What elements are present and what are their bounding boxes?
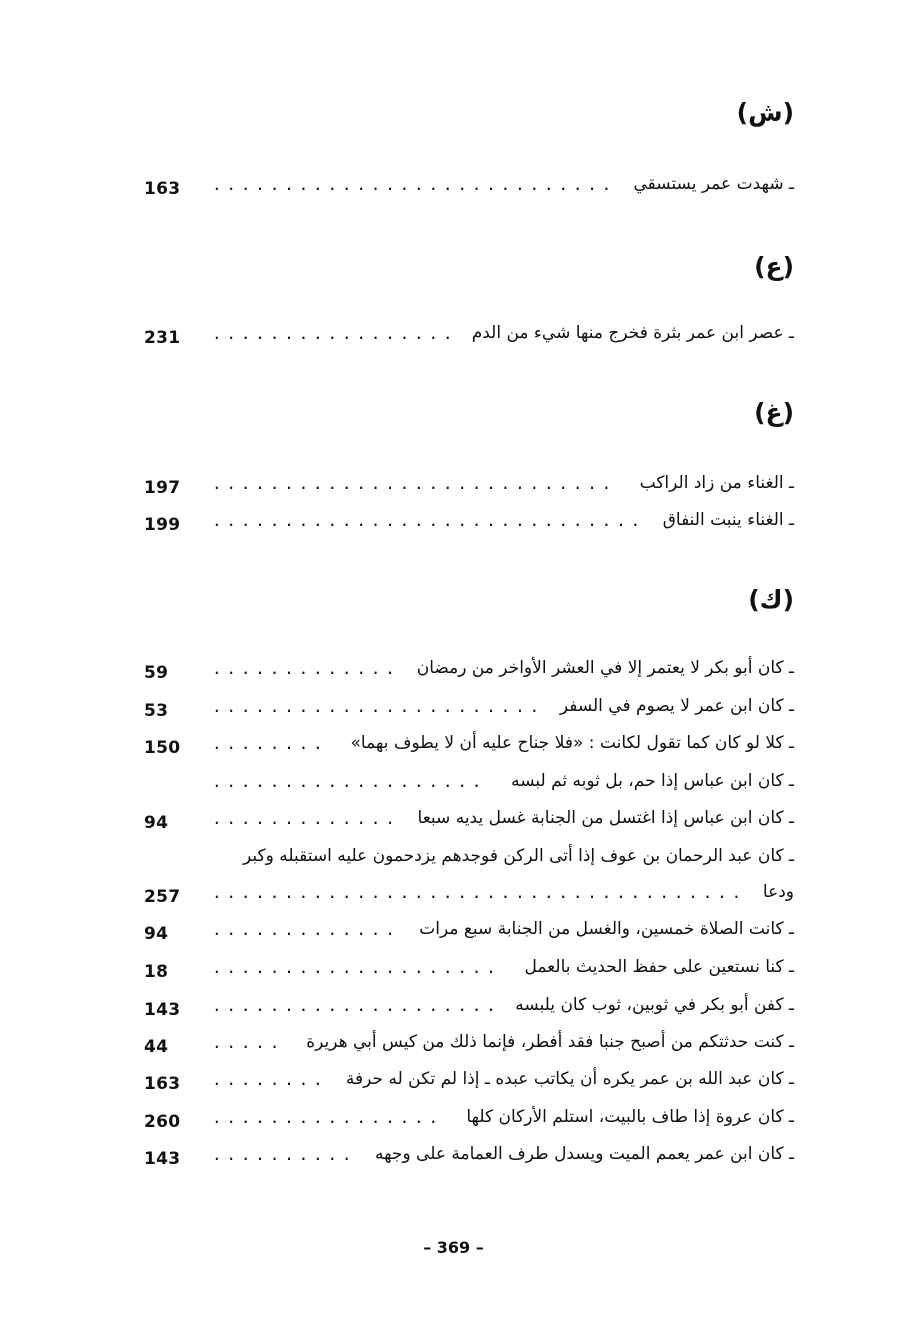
leader-dots: ..................................... [212, 883, 747, 902]
entry-page-number: 257 [144, 887, 181, 907]
leader-dots: ..... [212, 1033, 285, 1052]
entry-text: ـ كان عبد الله بن عمر يكره أن يكاتب عبده ـ إذا لم تكن له حرفة [345, 1069, 794, 1089]
index-entry [140, 321, 794, 357]
leader-dots: ............................ [212, 474, 617, 493]
entry-page-number: 150 [144, 738, 181, 758]
leader-dots: .......... [212, 1145, 357, 1164]
entry-page-number: 231 [144, 328, 181, 348]
section-heading-kaf: (ك) [748, 585, 794, 614]
index-entry-continuation [140, 880, 794, 916]
index-entry [140, 917, 794, 953]
entry-page-number: 94 [144, 813, 169, 833]
leader-dots: ................. [212, 324, 458, 343]
leader-dots: .................... [212, 996, 501, 1015]
index-entry [140, 955, 794, 991]
entry-page-number: 59 [144, 663, 169, 683]
entry-page-number: 94 [144, 924, 169, 944]
entry-text: ـ كان ابن عمر يعمم الميت ويسدل طرف العمامة على وجهه [374, 1144, 794, 1164]
entry-text: ـ كان ابن عباس إذا اغتسل من الجنابة غسل يديه سبعا [417, 808, 794, 828]
entry-page-number: 143 [144, 1149, 181, 1169]
entry-page-number: 197 [144, 478, 181, 498]
index-entry [140, 1142, 794, 1178]
leader-dots: ............. [212, 659, 400, 678]
entry-text: ـ كفن أبو بكر في ثوبين، ثوب كان يلبسه [515, 995, 794, 1015]
index-entry [140, 471, 794, 507]
entry-text: ـ كان ابن عمر لا يصوم في السفر [559, 696, 794, 716]
leader-dots: ....................... [212, 697, 544, 716]
index-entry [140, 1030, 794, 1066]
entry-text: ـ كان أبو بكر لا يعتمر إلا في العشر الأواخر من رمضان [416, 658, 794, 678]
entry-text: ـ كانت الصلاة خمسين، والغسل من الجنابة سبع مرات [419, 919, 794, 939]
index-entry [140, 694, 794, 730]
page-number: – 369 – [423, 1238, 484, 1257]
entry-page-number: 199 [144, 515, 181, 535]
entry-text: ـ كان عروة إذا طاف بالبيت، استلم الأركان كلها [466, 1107, 794, 1127]
entry-page-number: 163 [144, 179, 181, 199]
leader-dots: ................... [212, 772, 487, 791]
entry-page-number: 53 [144, 701, 169, 721]
entry-text: ـ الغناء من زاد الراكب [639, 473, 794, 493]
index-entry [140, 731, 794, 767]
section-heading-ain: (ع) [754, 252, 794, 281]
leader-dots: ............................ [212, 175, 617, 194]
entry-page-number: 18 [144, 962, 169, 982]
leader-dots: .............................. [212, 511, 645, 530]
index-entry [140, 844, 794, 880]
entry-text: ـ كان عبد الرحمان بن عوف إذا أتى الركن فوجدهم يزدحمون عليه استقبله وكبر [243, 846, 794, 866]
entry-page-number: 163 [144, 1074, 181, 1094]
leader-dots: ................ [212, 1108, 443, 1127]
entry-page-number: 143 [144, 1000, 181, 1020]
leader-dots: ........ [212, 1070, 328, 1089]
index-entry [140, 806, 794, 842]
entry-text: ـ كنا نستعين على حفظ الحديث بالعمل [524, 957, 794, 977]
entry-text: ودعا [762, 882, 794, 902]
leader-dots: ............. [212, 809, 400, 828]
index-entry [140, 769, 794, 805]
leader-dots: ............. [212, 920, 400, 939]
entry-text: ـ كان ابن عباس إذا حم، بل ثوبه ثم لبسه [511, 771, 794, 791]
entry-text: ـ كنت حدثتكم من أصبح جنبا فقد أفطر، فإنما ذلك من كيس أبي هريرة [306, 1032, 794, 1052]
entry-text: ـ عصر ابن عمر بثرة فخرج منها شيء من الدم [471, 323, 794, 343]
index-entry [140, 508, 794, 544]
entry-page-number: 44 [144, 1037, 169, 1057]
index-entry [140, 993, 794, 1029]
entry-text: ـ كلا لو كان كما تقول لكانت : «فلا جناح عليه أن لا يطوف بهما» [350, 733, 794, 753]
entry-page-number: 260 [144, 1112, 181, 1132]
index-entry [140, 1067, 794, 1103]
section-heading-sheen: (ش) [736, 98, 794, 127]
index-entry [140, 1105, 794, 1141]
leader-dots: .................... [212, 958, 501, 977]
section-heading-ghain: (غ) [754, 398, 794, 427]
entry-text: ـ الغناء ينبت النفاق [662, 510, 794, 530]
entry-text: ـ شهدت عمر يستسقي [633, 174, 794, 194]
leader-dots: ........ [212, 734, 328, 753]
index-entry [140, 172, 794, 208]
index-entry [140, 656, 794, 692]
